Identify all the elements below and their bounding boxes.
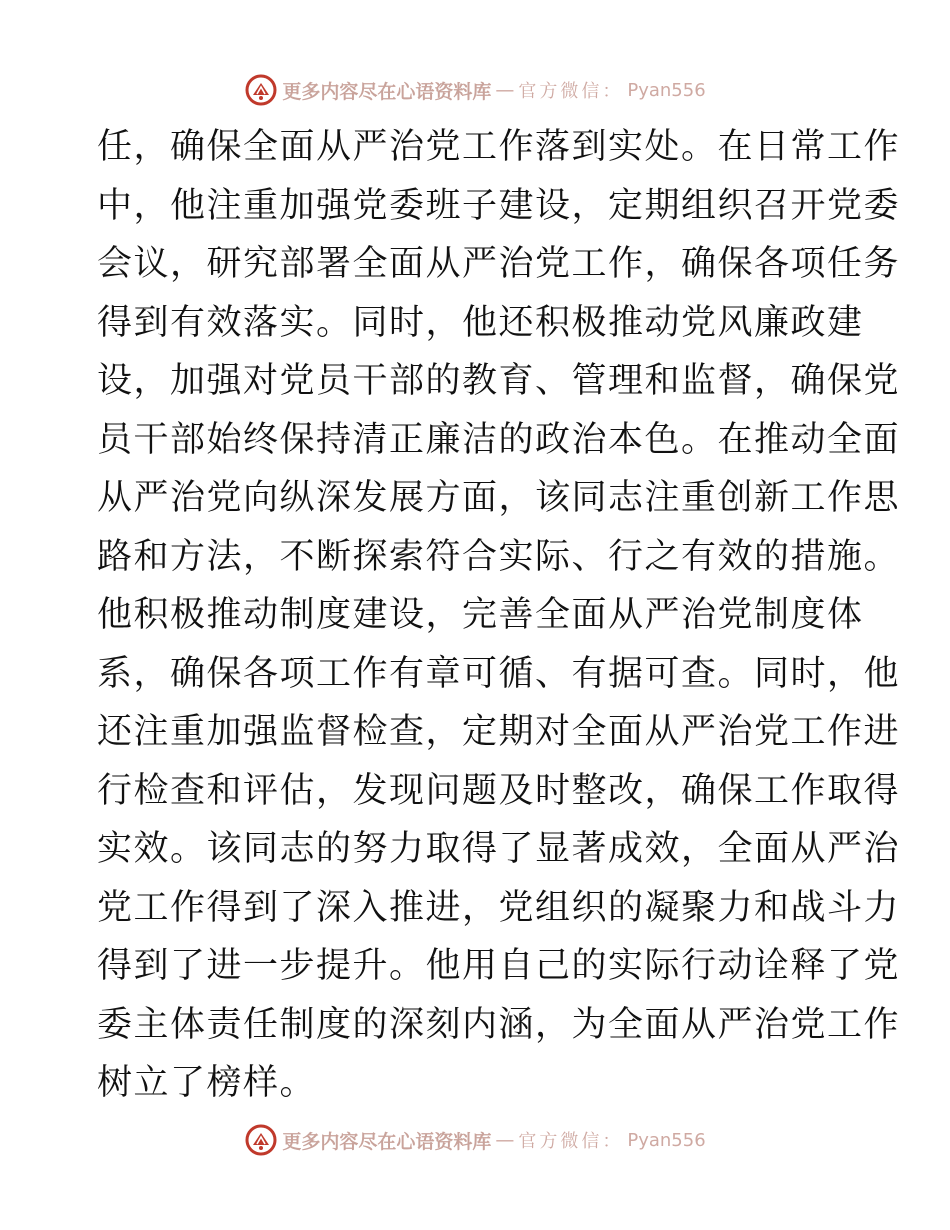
text-line: 他积极推动制度建设，完善全面从严治党制度体 xyxy=(97,595,864,635)
text-line: 树立了榜样。 xyxy=(97,1063,317,1103)
red-book-logo-icon xyxy=(244,73,278,107)
text-line: 得到有效落实。同时，他还积极推动党风廉政建 xyxy=(97,302,864,343)
banner-dash: — xyxy=(495,1129,515,1151)
text-line: 得到了进一步提升。他用自己的实际行动诠释了党 xyxy=(97,946,901,986)
text-line: 党工作得到了深入推进，党组织的凝聚力和战斗力 xyxy=(97,887,901,928)
banner-wechat-label: 官方微信： xyxy=(518,81,624,102)
text-line: 设，加强对党员干部的教育、管理和监督，确保党 xyxy=(97,361,901,401)
text-line: 还注重加强监督检查，定期对全面从严治党工作进 xyxy=(97,712,901,752)
header-banner xyxy=(0,70,950,110)
text-line: 中，他注重加强党委班子建设，定期组织召开党委 xyxy=(97,185,901,226)
footer-banner-content xyxy=(244,1123,705,1157)
text-line: 员干部始终保持清正廉洁的政治本色。在推动全面 xyxy=(97,419,901,460)
text-line: 系，确保各项工作有章可循、有据可查。同时，他 xyxy=(97,653,901,694)
text-line: 路和方法，不断探索符合实际、行之有效的措施。 xyxy=(97,536,901,577)
text-line: 会议，研究部署全面从严治党工作，确保各项任务 xyxy=(97,244,901,284)
banner-wechat-id: Pyan556 xyxy=(627,79,706,101)
banner-title: 更多内容尽在心语资料库 xyxy=(282,80,492,103)
document-body xyxy=(97,118,901,1113)
text-line: 行检查和评估，发现问题及时整改，确保工作取得 xyxy=(97,770,901,811)
footer-banner xyxy=(0,1120,950,1160)
banner-wechat-label: 官方微信： xyxy=(518,1131,624,1152)
red-book-logo-icon xyxy=(244,1123,278,1157)
text-line: 任，确保全面从严治党工作落到实处。在日常工作 xyxy=(97,127,901,167)
banner-wechat-id: Pyan556 xyxy=(627,1129,706,1151)
header-banner-content xyxy=(244,73,705,107)
text-line: 委主体责任制度的深刻内涵，为全面从严治党工作 xyxy=(97,1004,901,1045)
banner-dash: — xyxy=(495,79,515,101)
text-line: 从严治党向纵深发展方面，该同志注重创新工作思 xyxy=(97,478,901,518)
text-line: 实效。该同志的努力取得了显著成效，全面从严治 xyxy=(97,829,901,869)
banner-title: 更多内容尽在心语资料库 xyxy=(282,1130,492,1153)
